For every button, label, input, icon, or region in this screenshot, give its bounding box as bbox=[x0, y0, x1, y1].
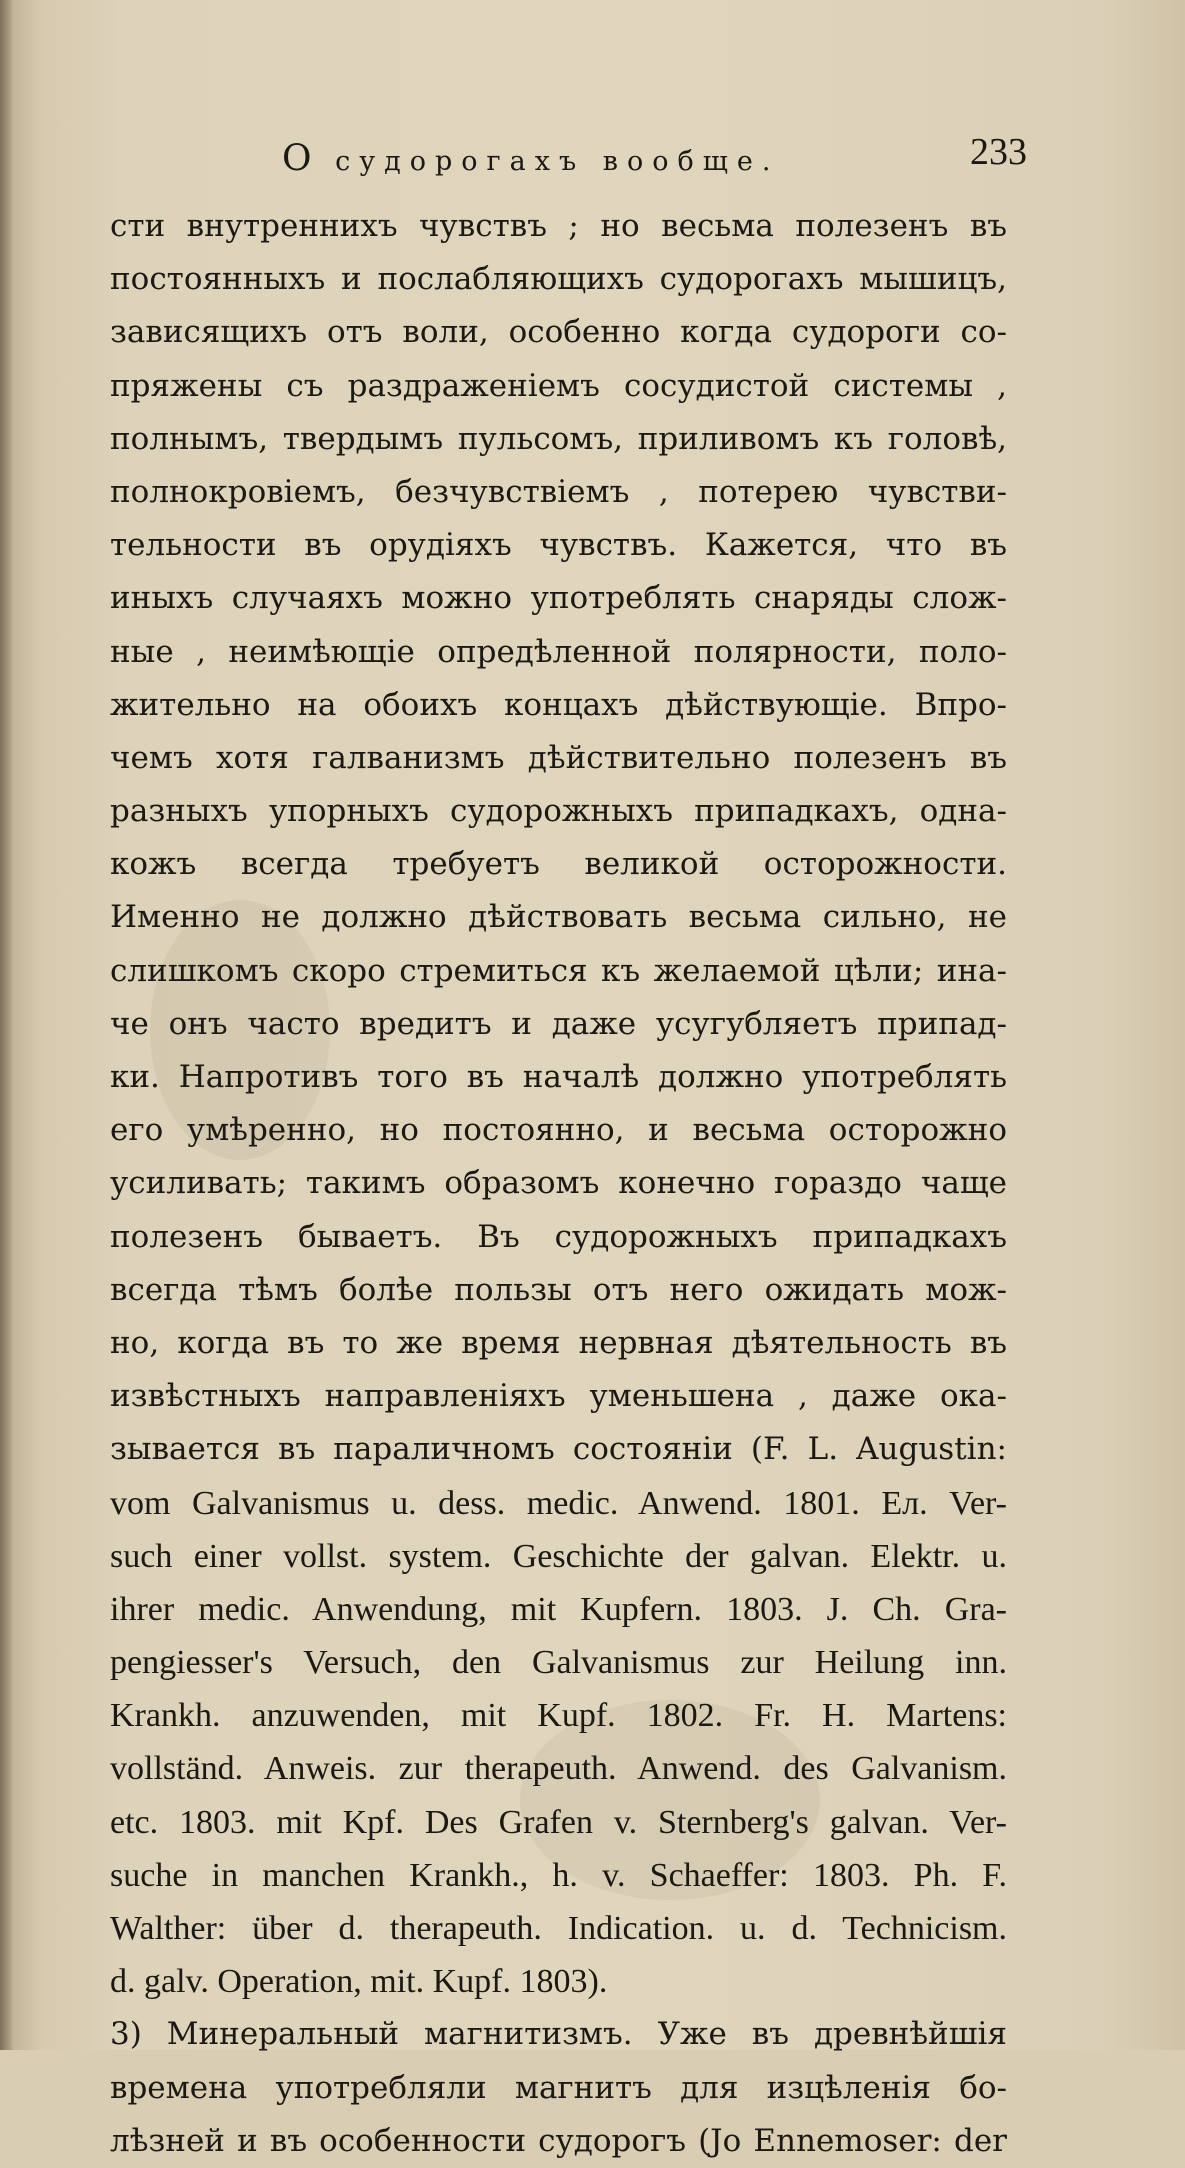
text-line: полезенъ бываетъ. Въ судорожныхъ припадкахъ bbox=[110, 1218, 1007, 1255]
text-line: зывается въ параличномъ состояніи (F. L. Augustin: bbox=[110, 1431, 1007, 1468]
text-line: слишкомъ скоро стремиться къ желаемой цѣли; ина- bbox=[110, 952, 1007, 989]
text-line: Именно не должно дѣйствовать весьма сильно, не bbox=[110, 899, 1007, 936]
text-line: suche in manchen Krankh., h. v. Schaeffer: 1803. Ph. F. bbox=[110, 1856, 1007, 1894]
text-line: всегда тѣмъ болѣе пользы отъ него ожидать мож- bbox=[110, 1271, 1007, 1308]
text-line: его умѣренно, но постоянно, и весьма осторожно bbox=[110, 1112, 1007, 1149]
text-line: кожъ всегда требуетъ великой осторожности. bbox=[110, 846, 1007, 883]
page-header bbox=[0, 130, 1185, 190]
text-line: etc. 1803. mit Kpf. Des Grafen v. Sternberg's galvan. Ver- bbox=[110, 1803, 1007, 1841]
text-line: полнымъ, твердымъ пульсомъ, приливомъ къ головѣ, bbox=[110, 420, 1007, 457]
page-spine-shadow bbox=[0, 0, 14, 2050]
page-number: 233 bbox=[970, 131, 1027, 173]
text-line: иныхъ случаяхъ можно употреблять снаряды слож- bbox=[110, 580, 1007, 617]
text-line: such einer vollst. system. Geschichte der galvan. Elektr. u. bbox=[110, 1537, 1007, 1575]
text-line: d. galv. Operation, mit. Kupf. 1803). bbox=[110, 1963, 608, 2001]
text-line: pengiesser's Versuch, den Galvanismus zur Heilung inn. bbox=[110, 1644, 1007, 1682]
text-line: 3) Минеральный магнитизмъ. Уже въ древнѣйшія bbox=[110, 2016, 1007, 2053]
text-line: зависящихъ отъ воли, особенно когда судороги со- bbox=[110, 314, 1007, 351]
text-line: но, когда въ то же время нервная дѣятельность въ bbox=[110, 1324, 1007, 1361]
text-line: постоянныхъ и послабляющихъ судорогахъ мышицъ, bbox=[110, 261, 1007, 298]
text-line: чемъ хотя галванизмъ дѣйствительно полезенъ въ bbox=[110, 739, 1007, 776]
running-title bbox=[282, 138, 779, 179]
text-line: vollständ. Anweis. zur therapeuth. Anwend. des Galvanism. bbox=[110, 1750, 1007, 1788]
text-line: vom Galvanismus u. dess. medic. Anwend. 1801. Ел. Ver- bbox=[110, 1484, 1007, 1522]
text-line: че онъ часто вредитъ и даже усугубляетъ припад- bbox=[110, 1005, 1007, 1042]
body-text bbox=[110, 200, 1007, 2168]
text-line: жительно на обоихъ концахъ дѣйствующіе. Впро- bbox=[110, 686, 1007, 723]
running-title-text: судорогахъ вообще. bbox=[335, 146, 780, 177]
text-line: извѣстныхъ направленіяхъ уменьшена , даже ока- bbox=[110, 1378, 1007, 1415]
text-line: полнокровіемъ, безчувствіемъ , потерею чувстви- bbox=[110, 473, 1007, 510]
text-line: лѣзней и въ особенности судорогъ (Jo Ennemoser: der bbox=[110, 2122, 1007, 2159]
text-line: тельности въ орудіяхъ чувствъ. Кажется, что въ bbox=[110, 527, 1007, 564]
running-title-initial: О bbox=[282, 138, 318, 179]
text-line: ihrer medic. Anwendung, mit Kupfern. 1803. J. Ch. Gra- bbox=[110, 1590, 1007, 1628]
text-line: разныхъ упорныхъ судорожныхъ припадкахъ, одна- bbox=[110, 793, 1007, 830]
text-line: Walther: über d. therapeuth. Indication. u. d. Technicism. bbox=[110, 1910, 1007, 1947]
text-line: ки. Напротивъ того въ началѣ должно употреблять bbox=[110, 1059, 1007, 1095]
text-line: ные , неимѣющіе опредѣленной полярности, поло- bbox=[110, 633, 1007, 670]
text-line: пряжены съ раздраженіемъ сосудистой системы , bbox=[110, 367, 1007, 404]
text-line: времена употребляли магнитъ для изцѣленія бо- bbox=[110, 2069, 1007, 2106]
text-line: сти внутреннихъ чувствъ ; но весьма полезенъ въ bbox=[110, 208, 1007, 244]
text-line: Krankh. anzuwenden, mit Kupf. 1802. Fr. H. Martens: bbox=[110, 1697, 1007, 1735]
text-line: усиливать; такимъ образомъ конечно гораздо чаще bbox=[110, 1165, 1007, 1202]
